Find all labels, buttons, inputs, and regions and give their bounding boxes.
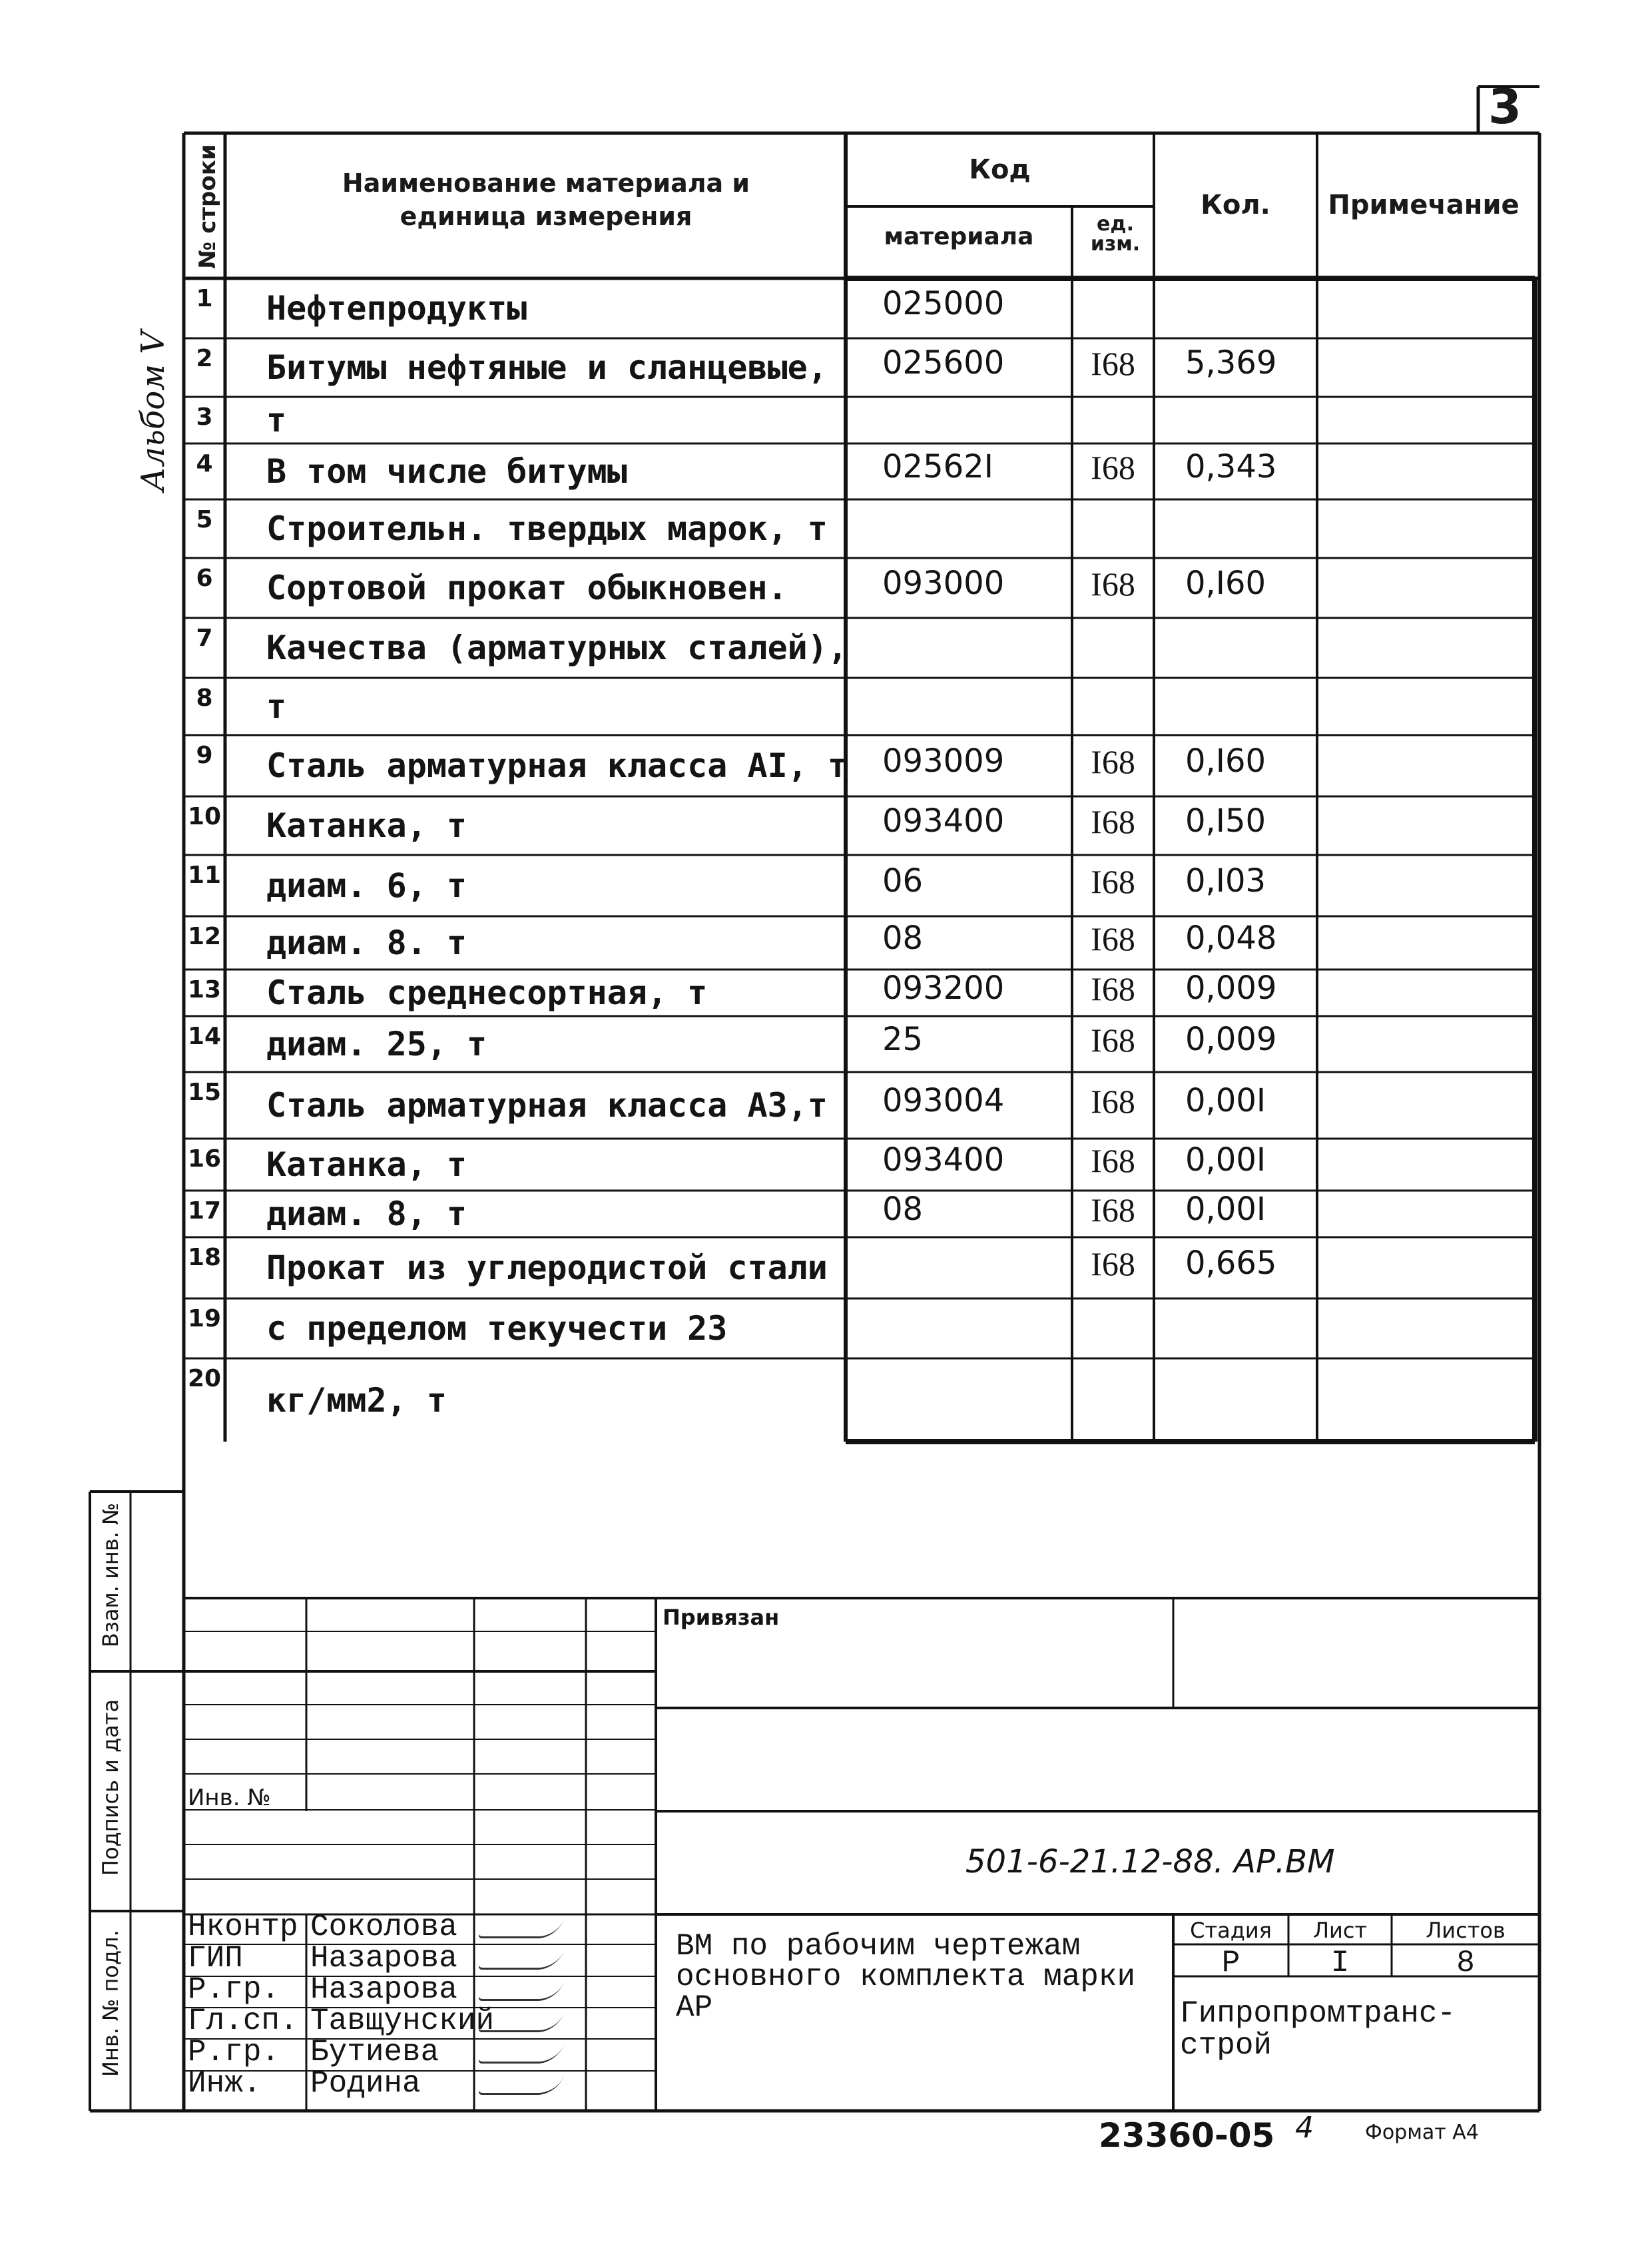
signer-name: Соколова: [310, 1910, 457, 1944]
row-quantity: 0,009: [1185, 1021, 1277, 1058]
format-label: Формат А4: [1365, 2121, 1479, 2144]
sheet-corner-number: 3: [1488, 79, 1522, 135]
row-number: 2: [196, 345, 213, 372]
header-code: Код: [969, 154, 1031, 185]
signer-role: ГИП: [188, 1941, 243, 1976]
row-material-code: 025600: [882, 344, 1005, 382]
row-material-code: 093400: [882, 802, 1005, 840]
header-note: Примечание: [1328, 190, 1519, 220]
signer-role: Р.гр.: [188, 1972, 280, 2007]
row-unit-code: I68: [1091, 970, 1135, 1007]
row-material-name: диам. 25, т: [266, 1025, 487, 1063]
row-number: 8: [196, 685, 213, 712]
header-qty: Кол.: [1201, 190, 1270, 220]
row-unit-code: I68: [1091, 565, 1135, 603]
row-quantity: 0,00I: [1185, 1141, 1266, 1179]
label-podpis-data: Подпись и дата: [98, 1699, 123, 1876]
row-quantity: 0,665: [1185, 1245, 1277, 1282]
header-row-no: № строки: [194, 144, 221, 269]
row-number: 13: [187, 976, 222, 1003]
row-quantity: 0,I60: [1185, 565, 1266, 602]
row-quantity: 0,00I: [1185, 1191, 1266, 1228]
row-material-code: 06: [882, 862, 924, 900]
row-number: 5: [196, 506, 213, 533]
privyazan-label: Привязан: [663, 1605, 780, 1630]
row-material-name: Строительн. твердых марок, т: [266, 509, 828, 548]
row-material-code: 093000: [882, 565, 1005, 602]
row-material-name: Нефтепродукты: [266, 289, 527, 328]
row-material-name: Катанка, т: [266, 806, 467, 845]
row-number: 9: [196, 742, 213, 769]
row-quantity: 0,009: [1185, 970, 1277, 1007]
album-label: Альбом V: [135, 331, 172, 491]
row-unit-code: I68: [1091, 863, 1135, 900]
row-material-code: 093400: [882, 1141, 1005, 1179]
row-unit-code: I68: [1091, 345, 1135, 382]
signer-name: Назарова: [310, 1972, 457, 2007]
row-number: 6: [196, 565, 213, 592]
row-quantity: 0,00I: [1185, 1082, 1266, 1119]
row-material-code: 025000: [882, 285, 1005, 322]
row-material-name: т: [266, 401, 287, 439]
row-number: 17: [187, 1197, 222, 1225]
sheets-value: 8: [1456, 1946, 1475, 1980]
row-number: 19: [187, 1305, 222, 1332]
inv-no-label: Инв. №: [188, 1785, 271, 1811]
row-number: 10: [187, 803, 222, 830]
signer-role: Инж.: [188, 2066, 262, 2101]
row-number: 4: [196, 450, 213, 477]
row-number: 12: [187, 923, 222, 950]
row-material-code: 093004: [882, 1082, 1005, 1119]
row-number: 11: [187, 862, 222, 889]
row-material-name: диам. 8, т: [266, 1195, 467, 1233]
archive-number: 23360-05: [1099, 2116, 1275, 2155]
signer-role: Нконтр: [188, 1910, 298, 1944]
header-material: материала: [884, 223, 1034, 250]
row-unit-code: I68: [1091, 1245, 1135, 1282]
document-title: ВМ по рабочим чертежам основного комплекта марки АР: [676, 1929, 1136, 2025]
row-unit-code: I68: [1091, 449, 1135, 486]
row-number: 7: [196, 625, 213, 652]
row-material-name: В том числе битумы: [266, 452, 627, 491]
header-unit: ед. изм.: [1090, 212, 1141, 256]
signer-name: Родина: [310, 2066, 421, 2101]
row-unit-code: I68: [1091, 920, 1135, 958]
row-number: 1: [196, 285, 213, 312]
row-material-name: Битумы нефтяные и сланцевые,: [266, 348, 828, 387]
row-number: 3: [196, 404, 213, 431]
signer-role: Гл.сп.: [188, 2004, 298, 2038]
row-material-code: 093200: [882, 970, 1005, 1007]
signer-name: Бутиева: [310, 2035, 439, 2070]
row-material-name: диам. 6, т: [266, 866, 467, 905]
document-code: 501-6-21.12-88. АР.ВМ: [965, 1843, 1335, 1880]
row-quantity: 0,I60: [1185, 742, 1266, 780]
row-number: 14: [187, 1023, 222, 1050]
row-quantity: 0,I50: [1185, 802, 1266, 840]
row-number: 16: [187, 1145, 222, 1173]
organization: Гипропромтранс-строй: [1180, 1996, 1456, 2063]
header-name: Наименование материала и единица измерения: [342, 168, 750, 231]
sheet-label: Лист: [1312, 1918, 1368, 1943]
row-quantity: 5,369: [1185, 344, 1277, 382]
signer-role: Р.гр.: [188, 2035, 280, 2070]
signer-name: Тавщунский: [310, 2004, 495, 2038]
row-material-name: Сталь арматурная класса AI, т: [266, 746, 848, 785]
row-material-name: с пределом текучести 23: [266, 1309, 728, 1348]
label-vzam-inv: Взам. инв. №: [98, 1502, 123, 1647]
row-material-name: Сталь арматурная класса А3,т: [266, 1086, 828, 1125]
sheets-label: Листов: [1426, 1918, 1506, 1943]
row-number: 15: [187, 1079, 222, 1106]
signer-name: Назарова: [310, 1941, 457, 1976]
row-material-code: 08: [882, 920, 924, 957]
row-material-name: Сортовой прокат обыкновен.: [266, 569, 788, 607]
row-number: 20: [187, 1365, 222, 1392]
row-material-name: т: [266, 687, 287, 726]
row-material-name: Качества (арматурных сталей),: [266, 629, 848, 667]
sheet-value: I: [1330, 1946, 1350, 1980]
row-material-code: 25: [882, 1021, 924, 1058]
row-material-name: Сталь среднесортная, т: [266, 974, 708, 1012]
row-material-name: диам. 8. т: [266, 924, 467, 962]
row-material-code: 093009: [882, 742, 1005, 780]
stage-value: Р: [1221, 1946, 1240, 1980]
row-material-name: Катанка, т: [266, 1145, 467, 1184]
row-material-code: 08: [882, 1191, 924, 1228]
row-unit-code: I68: [1091, 1191, 1135, 1229]
row-unit-code: I68: [1091, 1083, 1135, 1120]
row-material-code: 02562I: [882, 448, 993, 485]
stage-label: Стадия: [1190, 1918, 1272, 1943]
row-number: 18: [187, 1244, 222, 1271]
label-inv-podl: Инв. № подл.: [98, 1930, 123, 2077]
copy-number: 4: [1295, 2111, 1314, 2145]
row-unit-code: I68: [1091, 743, 1135, 780]
row-quantity: 0,I03: [1185, 862, 1266, 900]
row-quantity: 0,048: [1185, 920, 1277, 957]
row-unit-code: I68: [1091, 1142, 1135, 1179]
row-unit-code: I68: [1091, 803, 1135, 840]
row-unit-code: I68: [1091, 1021, 1135, 1059]
row-quantity: 0,343: [1185, 448, 1277, 485]
row-material-name: Прокат из углеродистой стали: [266, 1249, 828, 1287]
row-material-name: кг/мм2, т: [266, 1380, 447, 1420]
